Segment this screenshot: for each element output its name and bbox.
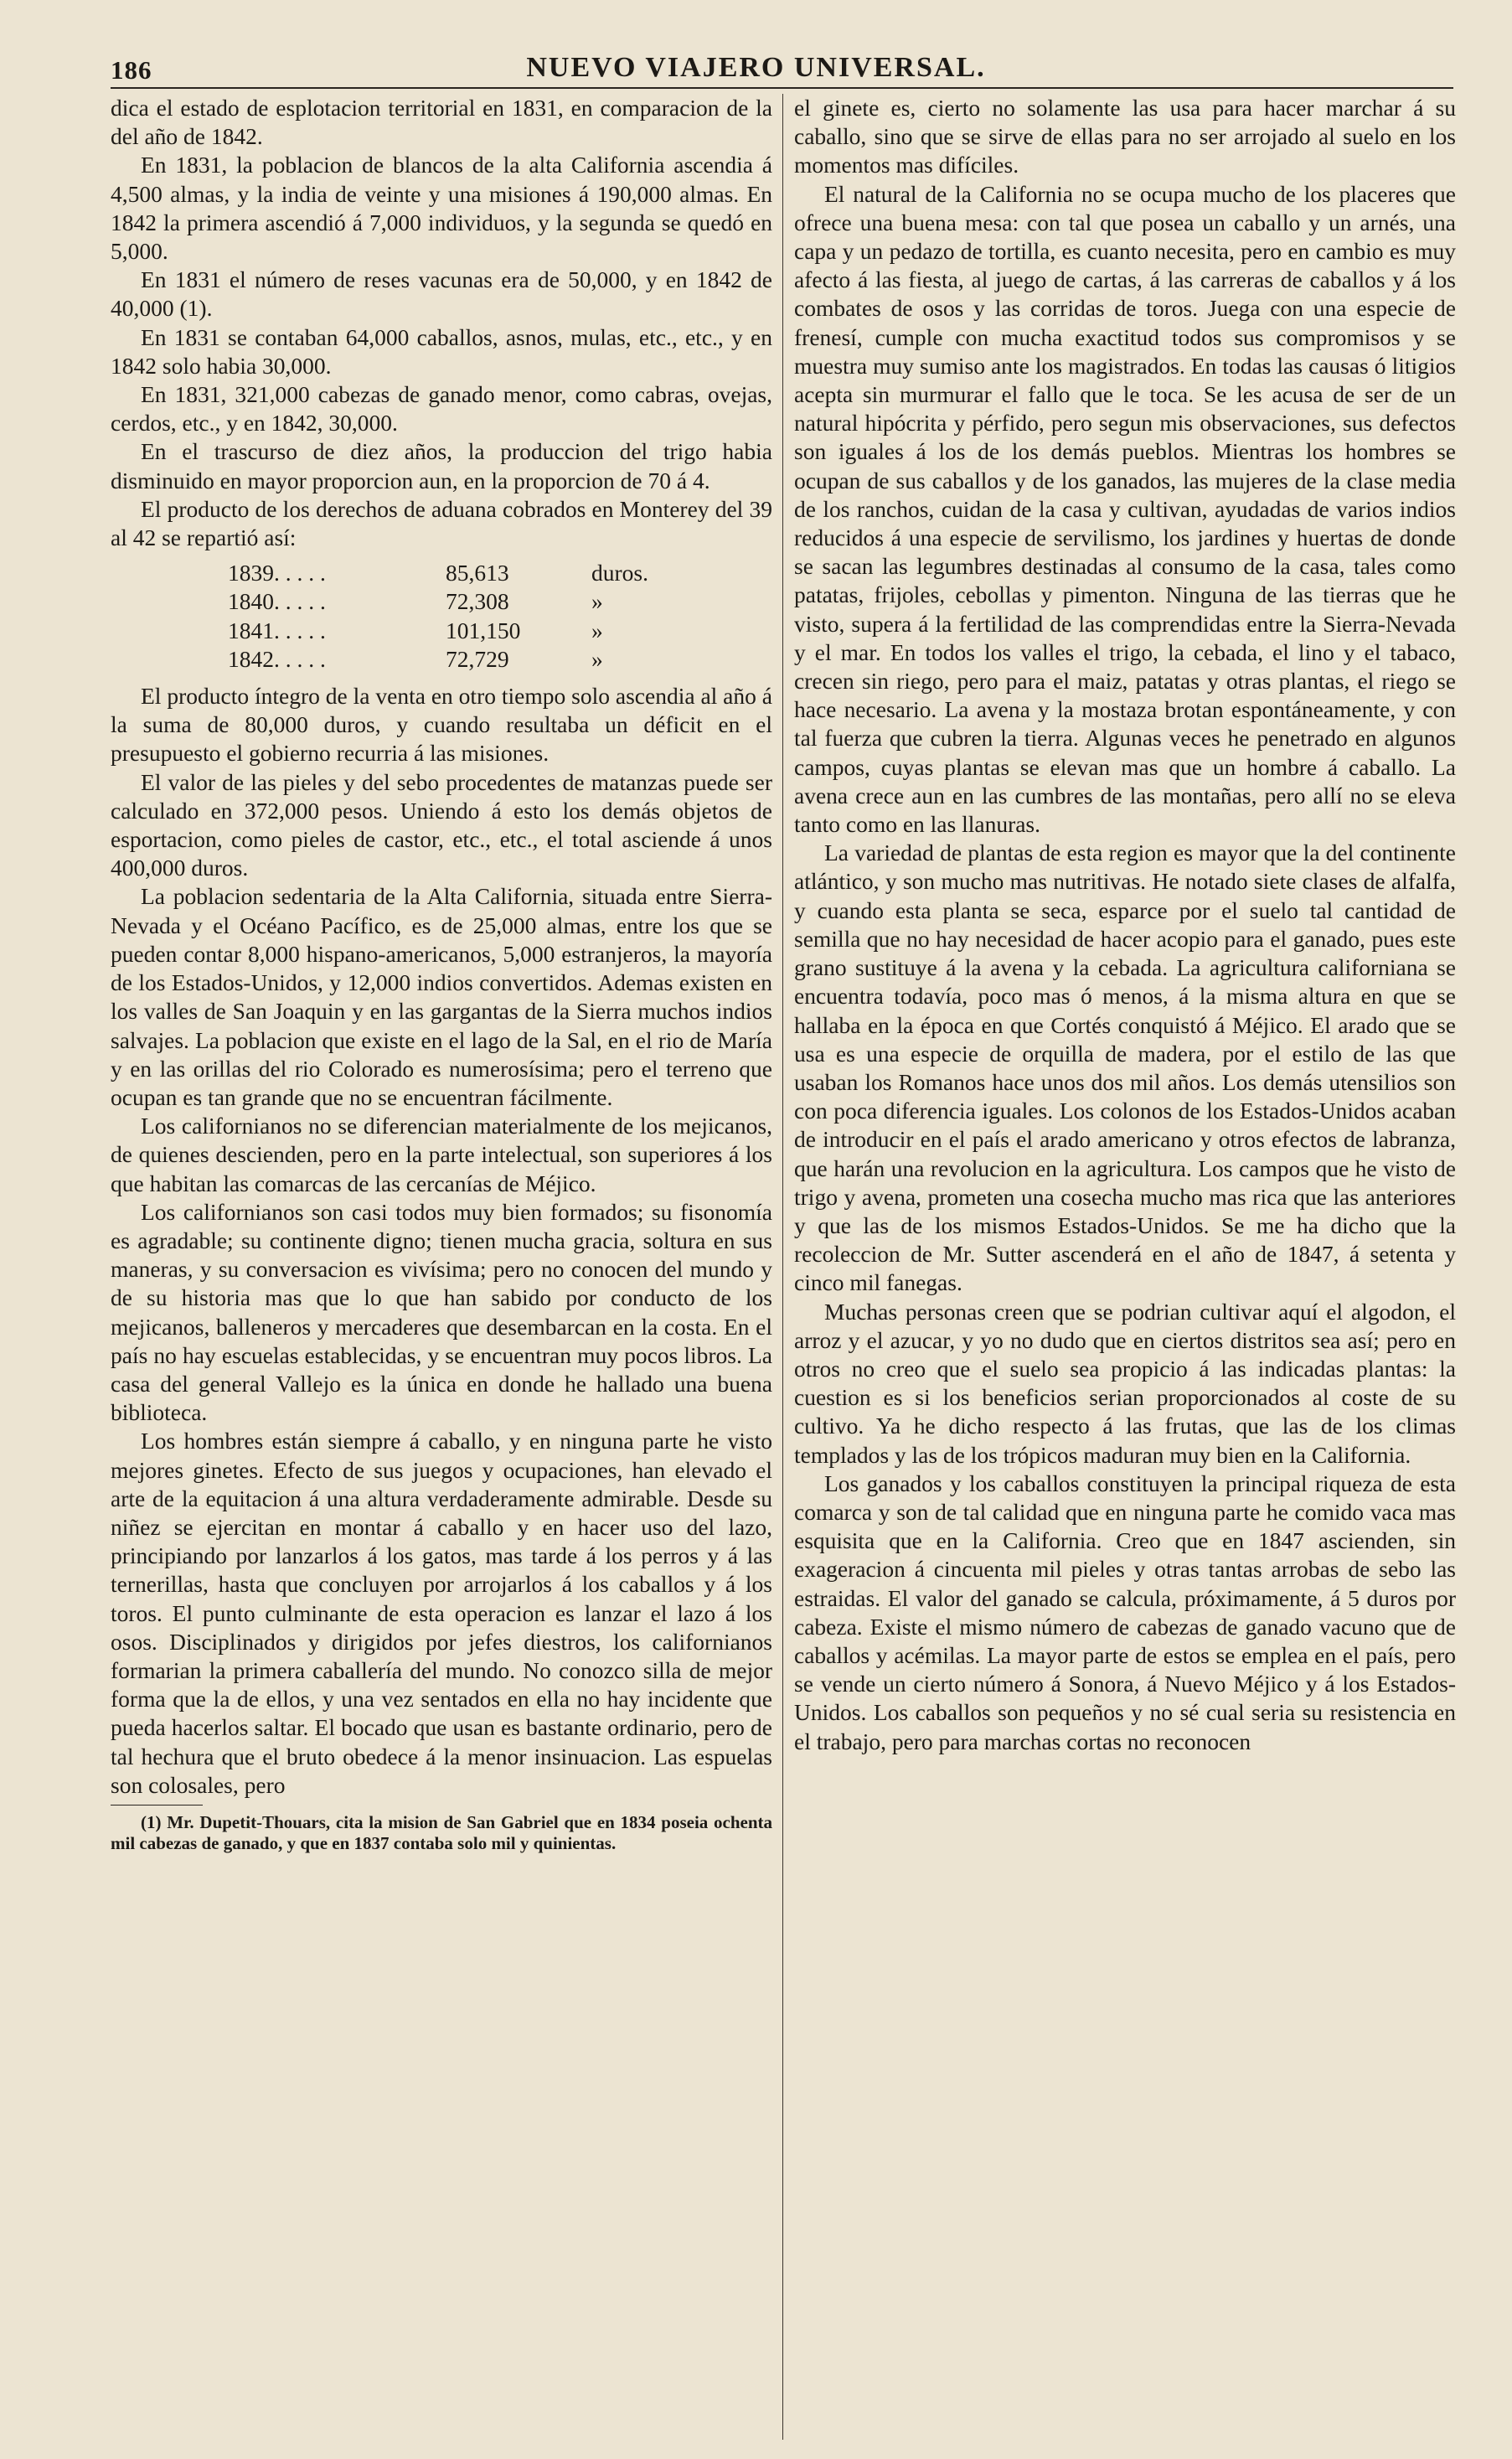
paragraph: El valor de las pieles y del sebo procedentes de matanzas puede ser calculado en 372,000 pesos. Uniendo á esto los demás objetos de esportacion, como pieles de castor, etc., etc., el total asciende á unos 400,000 duros. xyxy=(111,768,772,881)
right-column xyxy=(794,94,1456,1756)
table-row xyxy=(228,617,648,645)
duty-unit: duros. xyxy=(591,560,648,586)
left-column xyxy=(111,94,772,1854)
paragraph: Los ganados y los caballos constituyen la principal riqueza de esta comarca y son de tal calidad que en ninguna parte he comido vaca mas esquisita que en la California. Creo que en 1847 ascienden, sin exageracion á cincuenta mil pieles y otras tantas arrobas de sebo las estraidas. El valor del ganado se calcula, próximamente, á 5 duros por cabeza. Existe el mismo número de cabezas de ganado vacuno que de caballos y acémilas. La mayor parte de estos se emplea en el país, pero se vende un cierto número á Sonora, á Nuevo Méjico y á los Estados-Unidos. Los caballos son pequeños y no sé cual seria su resistencia en el trabajo, pero para marchas cortas no reconocen xyxy=(794,1470,1456,1754)
table-row xyxy=(228,559,648,587)
paragraph: En 1831 se contaban 64,000 caballos, asnos, mulas, etc., etc., y en 1842 solo habia 30,000. xyxy=(111,323,772,379)
paragraph: El producto de los derechos de aduana cobrados en Monterey del 39 al 42 se repartió así: xyxy=(111,495,772,551)
customs-duties-table xyxy=(228,559,648,674)
paragraph: En 1831, la poblacion de blancos de la alta California ascendia á 4,500 almas, y la india de veinte y una misiones á 190,000 almas. En 1842 la primera ascendió á 7,000 individuos, y la segunda se quedó en 5,000. xyxy=(111,152,772,265)
paragraph: En el trascurso de diez años, la produccion del trigo habia disminuido en mayor proporcion aun, en la proporcion de 70 á 4. xyxy=(111,438,772,493)
duty-amount: 72,308 xyxy=(446,588,509,615)
duty-unit: » xyxy=(591,617,603,643)
duty-amount: 72,729 xyxy=(446,645,509,672)
footnote-rule xyxy=(111,1805,203,1806)
paragraph: En 1831, 321,000 cabezas de ganado menor, como cabras, ovejas, cerdos, etc., y en 1842, 30,000. xyxy=(111,381,772,437)
duty-unit: » xyxy=(591,588,603,615)
page-number: 186 xyxy=(111,55,152,85)
paragraph: dica el estado de esplotacion territorial en 1831, en comparacion de la del año de 1842. xyxy=(111,95,772,150)
paragraph: Los californianos no se diferencian materialmente de los mejicanos, de quienes descienden, pero en la parte intelectual, son superiores á los que habitan las comarcas de las cercanías de Méjico. xyxy=(111,1113,772,1196)
header-rule xyxy=(111,87,1453,89)
running-title: NUEVO VIAJERO UNIVERSAL. xyxy=(526,52,986,83)
paragraph: El natural de la California no se ocupa mucho de los placeres que ofrece una buena mesa: con tal que posea un caballo y un arnés, una capa y un pedazo de tortilla, es cuanto necesita, pero en cambio es muy afecto á las fiesta, al juego de cartas, á las carreras de caballos y á los combates de osos y las corridas de toros. Juega con una especie de frenesí, cumple con mucha exactitud todos sus compromisos y se muestra muy sumiso ante los magistrados. En todas las causas ó litigios acepta sin murmurar el fallo que le toca. Se les acusa de ser de un natural hipócrita y pérfido, pero segun mis observaciones, sus defectos son iguales á los de los demás pueblos. Mientras los hombres se ocupan de sus caballos y de los ganados, las mujeres de la clase media de los ranchos, cuidan de la casa y cultivan, ayudadas de varios indios reducidos á una especie de servilismo, los jardines y huertas de donde se sacan las legumbres destinadas al consumo de la casa, tales como patatas, frijoles, cebollas y pimenton. Ninguna de las tierras que he visto, supera á la fertilidad de las comprendidas entre la Sierra-Nevada y el mar. En todos los valles el trigo, la cebada, el lino y el tabaco, crecen sin riego, pero para el maiz, patatas y otras plantas, el riego se hace necesario. La avena y la mostaza brotan espontáneamente, y con tal fuerza que cubren la tierra. Algunas veces he penetrado en algunos campos, cuyas plantas se elevan mas que un hombre á caballo. La avena crece aun en las cumbres de las montañas, pero allí no se eleva tanto como en las llanuras. xyxy=(794,180,1456,838)
paragraph: La poblacion sedentaria de la Alta California, situada entre Sierra-Nevada y el Océano Pacífico, es de 25,000 almas, entre los que se pueden contar 8,000 hispano-americanos, 5,000 estranjeros, la mayoría de los Estados-Unidos, y 12,000 indios convertidos. Ademas existen en los valles de San Joaquin y en las gargantas de la Sierra muchos indios salvajes. La poblacion que existe en el lago de la Sal, en el rio de María y en las orillas del rio Colorado es numerosísima; pero el terreno que ocupan es tan grande que no se encuentran fácilmente. xyxy=(111,883,772,1110)
footnote: (1) Mr. Dupetit-Thouars, cita la mision de San Gabriel que en 1834 poseia ochenta mil cabezas de ganado, y que en 1837 contaba solo mil y quinientas. xyxy=(111,1811,772,1853)
duty-amount: 85,613 xyxy=(446,560,509,586)
table-row xyxy=(228,645,648,674)
paragraph: La variedad de plantas de esta region es mayor que la del continente atlántico, y son mucho mas nutritivas. He notado siete clases de alfalfa, y cuando esta planta se seca, esparce por el suelo tal cantidad de semilla que no hay necesidad de hacer acopio para el ganado, pues este grano sustituye á la avena y la cebada. La agricultura californiana se encuentra todavía, poco mas ó menos, á la misma altura en que se hallaba en la época en que Cortés conquistó á Méjico. El arado que se usa es una especie de orquilla de madera, por el estilo de las que usaban los Romanos hace unos dos mil años. Los demás utensilios son con poca diferencia iguales. Los colonos de los Estados-Unidos acaban de introducir en el país el arado americano y otros efectos de labranza, que harán una revolucion en la agricultura. Los campos que he visto de trigo y avena, prometen una cosecha mucho mas rica que las anteriores y que las de los mismos Estados-Unidos. Se me ha dicho que la recoleccion de Mr. Sutter ascenderá en el año de 1847, á setenta y cinco mil fanegas. xyxy=(794,839,1456,1296)
paragraph: el ginete es, cierto no solamente las usa para hacer marchar á su caballo, sino que se sirve de ellas para no ser arrojado al suelo en los momentos mas difíciles. xyxy=(794,95,1456,178)
paragraph: Los hombres están siempre á caballo, y en ninguna parte he visto mejores ginetes. Efecto de sus juegos y ocupaciones, han elevado el arte de la equitacion á una altura verdaderamente admirable. Desde su niñez se ejercitan en montar á caballo y en hacer uso del lazo, principiando por lanzarlos á los gatos, mas tarde á los perros y á las ternerillas, hasta que concluyen por arrojarlos á los caballos y á los toros. El punto culminante de esta operacion es lanzar el lazo á los osos. Disciplinados y dirigidos por jefes diestros, los californianos formarian la primera caballería del mundo. No conozco silla de mejor forma que la de ellos, y una vez sentados en ella no hay incidente que pueda hacerlos saltar. El bocado que usan es bastante ordinario, pero de tal hechura que el bruto obedece á la menor insinuacion. Las espuelas son colosales, pero xyxy=(111,1428,772,1798)
duty-year: 1840. . . . . xyxy=(228,588,326,615)
duty-year: 1841. . . . . xyxy=(228,617,326,643)
table-row xyxy=(228,587,648,616)
paragraph: El producto íntegro de la venta en otro tiempo solo ascendia al año á la suma de 80,000 duros, y cuando resultaba un déficit en el presupuesto el gobierno recurria á las misiones. xyxy=(111,683,772,767)
paragraph: Los californianos son casi todos muy bien formados; su fisonomía es agradable; su continente digno; tienen mucha gracia, soltura en sus maneras, y su conversacion es vivísima; pero no conocen del mundo y de su historia mas que lo que han sabido por conducto de los mejicanos, balleneros y mercaderes que desembarcan en la costa. En el país no hay escuelas establecidas, y se encuentran muy pocos libros. La casa del general Vallejo es la única en donde he hallado una buena biblioteca. xyxy=(111,1198,772,1426)
duty-year: 1842. . . . . xyxy=(228,645,326,672)
duty-year: 1839. . . . . xyxy=(228,560,326,586)
paragraph: Muchas personas creen que se podrian cultivar aquí el algodon, el arroz y el azucar, y yo no dudo que en ciertos distritos sea así; pero en otros no creo que el suelo sea propicio á las indicadas plantas: la cuestion es si los beneficios serian proporcionados al coste de su cultivo. Ya he dicho respecto á las frutas, que las de los climas templados y las de los trópicos maduran muy bien en la California. xyxy=(794,1298,1456,1468)
duty-amount: 101,150 xyxy=(446,617,521,643)
column-divider xyxy=(782,94,783,2440)
paragraph: En 1831 el número de reses vacunas era de 50,000, y en 1842 de 40,000 (1). xyxy=(111,266,772,322)
duty-unit: » xyxy=(591,645,603,672)
